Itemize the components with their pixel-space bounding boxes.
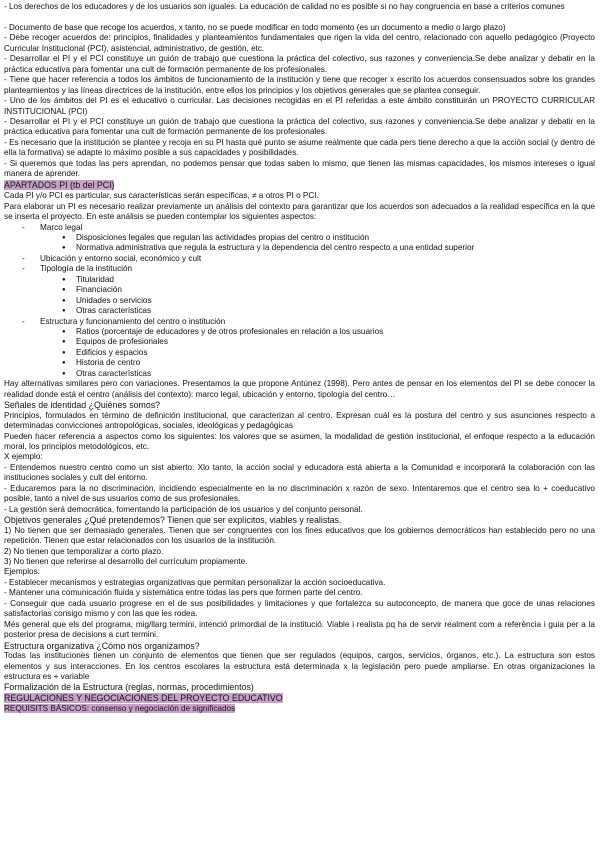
- formalizacion-line: Formalización de la Estructura (reglas, normas, procedimientos): [4, 682, 254, 693]
- objetivos-paragraph: Més general que els del programa, mig/llarg termini, intenció primordial de la institució. Viable i realista pq ha de servir realment com a referència i guia per a la posterior presa de decisions a curt termini.: [4, 619, 595, 640]
- list-item-tipologia: - Tipología de la institución: [4, 264, 595, 274]
- objetivos-item-1: 1) No tienen que ser demasiado generales. Tienen que ser congruentes con los fines educativos que los gobiernos democráticos han establecido pero no una repetición. Tienen que estar relacionados con los usuarios de la institución.: [4, 525, 595, 546]
- estructura-heading: Estructura organizativa ¿Cómo nos organizamos?: [4, 640, 200, 651]
- requisitos-basicos: REQUISITS BÁSICOS: consenso y negociación de significados: [4, 704, 236, 714]
- intro-paragraph-5: - Tiene que hacer referencia a todos los ámbitos de funcionamiento de la institución y tiene que recoger x escrito los acuerdos consensuados sobre los grandes planteamientos y las líneas directrices de la institución, entre ellos los principios y los objetivos generales que se plantea conseguir.: [4, 75, 595, 95]
- senales-example-2: - Educaremos para la no discriminación, incidiendo especialmente en la no discriminación x razón de sexo. Intentaremos que el centro sea lo + coeducativo posible, tanto a nivel de sus usuarios como de sus profesionales.: [4, 483, 595, 504]
- intro-paragraph-3: - Debe recoger acuerdos de: principios, finalidades y planteamientos fundamentales que rigen la vida del centro, relacionado con aquello pedagógico (Proyecto Curricular Institucional (PCI), asistencial, administrativo, de gestión, etc.: [4, 33, 595, 53]
- requisitos-line: [4, 704, 595, 714]
- list-subitem: ● Edificios y espacios: [4, 348, 595, 358]
- list-subitem: ● Titularidad: [4, 275, 595, 285]
- regulaciones-heading: REGULACIONES Y NEGOCIACIONES DEL PROYECTO EDUCATIVO: [4, 692, 283, 703]
- list-subitem: ● Unidades o servicios: [4, 296, 595, 306]
- list-subitem: ● Disposiciones legales que regulan las actividades propias del centro o institución: [4, 233, 595, 243]
- list-subitem: ● Otras características: [4, 369, 595, 379]
- senales-example-3: - La gestión será democrática, fomentando la participación de los usuarios y del conjunto personal.: [4, 504, 363, 514]
- intro-paragraph-8: - Es necesario que la institución se plantee y recoja en su PI hasta qué punto se asume realmente que cada pers tiene derecho a que la acción social (y dentro de ella la formativa) se adapte lo máximo posible a sus capacidades y posibilidades.: [4, 137, 595, 158]
- list-item-marco-legal: - Marco legal: [4, 223, 595, 233]
- apartados-heading: APARTADOS PI (tb del PCI): [4, 179, 115, 190]
- objetivos-example-1: - Establecer mecanismos y estrategias organizativas que permitan personalizar la acción socioeducativa.: [4, 577, 386, 587]
- senales-paragraph-2: Pueden hacer referencia a aspectos como los siguientes: los valores que se asumen, la modalidad de gestión institucional, el enfoque respecto a la educación moral, los principios metodológicos, etc.: [4, 431, 595, 452]
- objetivos-item-2: 2) No tienen que temporalizar a corto plazo.: [4, 546, 164, 556]
- senales-heading: Señales de identidad ¿Quiénes somos?: [4, 400, 160, 411]
- list-subitem: ● Equipos de profesionales: [4, 337, 595, 347]
- apartados-paragraph-1: Cada PI y/o PCI es particular, sus características serán específicas, ≠ a otros PI o PCI.: [4, 191, 319, 201]
- blank-line: [4, 12, 595, 22]
- intro-paragraph-9: - Si queremos que todas las pers aprendan, no podemos pensar que todas saben lo mismo, que tienen las mismas capacidades, los mismos intereses o igual manera de aprender.: [4, 158, 595, 179]
- objetivos-heading: Objetivos generales ¿Qué pretendemos? Tienen que ser explícitos, viables y realistas.: [4, 515, 342, 526]
- regulaciones-heading-line: [4, 693, 595, 704]
- objetivos-examples-label: Ejemplos:: [4, 567, 40, 577]
- list-subitem: ● Ratios (porcentaje de educadores y de otros profesionales en relación a los usuarios: [4, 327, 595, 337]
- list-subitem: ● Historia de centro: [4, 358, 595, 368]
- intro-paragraph-2: - Documento de base que recoge los acuerdos, x tanto, no se puede modificar en todo momento (es un documento a medio o largo plazo): [4, 22, 506, 32]
- senales-example-label: X ejemplo:: [4, 452, 43, 462]
- list-subitem: ● Financiación: [4, 285, 595, 295]
- apartados-paragraph-2: Para elaborar un PI es necesario realizar previamente un análisis del contexto para garantizar que los acuerdos son adecuados a la realidad específica en la que se inserta el proyecto. En este análisis se pueden contemplar los siguientes aspectos:: [4, 201, 595, 222]
- apartados-paragraph-3: Hay alternativas similares pero con variaciones. Presentamos la que propone Antúnez (1998). Pero antes de pensar en los elementos del PI se debe conocer la realidad donde está el centro (análisis del contexto): marco legal, ubicación y entorno, tipología del centro…: [4, 379, 595, 399]
- context-aspects-list: [4, 223, 595, 380]
- objetivos-example-2: - Mantener una comunicación fluida y sistemática entre todas las pers que formen parte del centro.: [4, 588, 363, 598]
- intro-paragraph-4: - Desarrollar el PI y el PCI constituye un guión de trabajo que cuestiona la práctica del colectivo, sus razones y conveniencia.Se debe analizar y debatir en la práctica educativa para fomentar una cult de formación permanente de los profesionales.: [4, 54, 595, 74]
- list-subitem: ● Otras características: [4, 306, 595, 316]
- apartados-heading-line: [4, 180, 595, 191]
- senales-example-1: - Entendemos nuestro centro como un sist abierto. Xlo tanto, la acción social y educadora está abierta a la Comunidad e incorporará la colaboración con las instituciones sociales y cult del entorno.: [4, 462, 595, 483]
- objetivos-item-3: 3) No tienen que referirse al desarrollo del currículum propiamente.: [4, 557, 248, 566]
- senales-paragraph-1: Principios, formulados en término de definición institucional, que caracterizan al centro. Expresan cuál es la postura del centro y sus asunciones respecto a determinadas convicciones antropológicas, sociales, ideológicas y pedagógicas: [4, 410, 595, 431]
- objetivos-example-3: - Conseguir que cada usuario progrese en el de sus posibilidades y limitaciones y que fortalezca su autoconcepto, de manera que goce de unas relaciones satisfactorias consigo mismo y con las que les rodea.: [4, 598, 595, 619]
- list-subitem: ● Normativa administrativa que regula la estructura y la dependencia del centro respecto a una entidad superior: [4, 243, 595, 253]
- intro-paragraph-1: - Los derechos de los educadores y de los usuarios son iguales. La educación de calidad no es posible si no hay congruencia en base a criterios comunes: [4, 2, 565, 11]
- list-item-estructura: - Estructura y funcionamiento del centro o institución: [4, 317, 595, 327]
- intro-paragraph-6: - Uno de los ámbitos del PI es el educativo o curricular. Las decisiones recogidas en el PI referidas a este ámbito constituirán un PROYECTO CURRICULAR INSTITUCIONAL (PCI): [4, 96, 595, 116]
- list-item-ubicacion: - Ubicación y entorno social, económico y cult: [4, 254, 595, 264]
- intro-paragraph-7: - Desarrollar el PI y el PCI constituye un guión de trabajo que cuestiona la práctica del colectivo, sus razones y conveniencia.Se debe analizar y debatir en la práctica educativa para fomentar una cult de formación permanente de los profesionales.: [4, 116, 595, 137]
- estructura-paragraph: Todas las instituciones tienen un conjunto de elementos que tienen que ser regulados (equipos, cargos, servicios, órganos, etc.). La estructura son estos elementos y sus interacciones. En los centros escolares la estructura está determinada x la legislación pero puede ampliarse. En otras organizaciones la estructura es + variable: [4, 651, 595, 681]
